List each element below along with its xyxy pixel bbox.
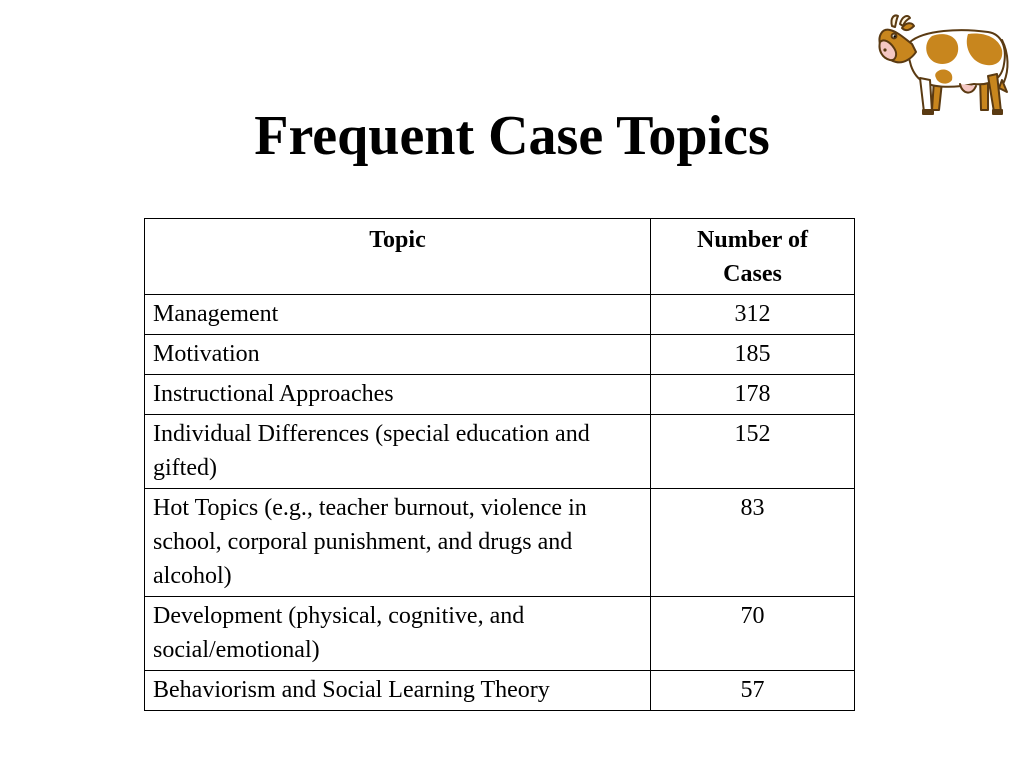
topic-cell: Hot Topics (e.g., teacher burnout, violence in school, corporal punishment, and drugs and alcohol) — [145, 489, 651, 597]
table-header-row — [145, 219, 855, 295]
cow-clipart-icon — [876, 6, 1012, 118]
topic-cell: Development (physical, cognitive, and social/emotional) — [145, 597, 651, 671]
table-row — [145, 415, 855, 489]
table-row — [145, 489, 855, 597]
topic-cell: Management — [145, 295, 651, 335]
topic-cell: Individual Differences (special education and gifted) — [145, 415, 651, 489]
table-row — [145, 597, 855, 671]
count-column-header — [651, 219, 855, 295]
topic-cell: Instructional Approaches — [145, 375, 651, 415]
count-cell: 70 — [651, 597, 855, 671]
table-row — [145, 295, 855, 335]
topic-cell: Motivation — [145, 335, 651, 375]
page-title: Frequent Case Topics — [254, 105, 770, 167]
count-cell: 178 — [651, 375, 855, 415]
count-cell: 57 — [651, 671, 855, 711]
case-topics-table — [144, 218, 855, 711]
count-cell: 152 — [651, 415, 855, 489]
count-cell: 312 — [651, 295, 855, 335]
topic-cell: Behaviorism and Social Learning Theory — [145, 671, 651, 711]
table-row — [145, 335, 855, 375]
count-cell: 185 — [651, 335, 855, 375]
count-cell: 83 — [651, 489, 855, 597]
count-header-line-1: Number of — [697, 227, 808, 253]
count-header-line-2: Cases — [723, 261, 782, 287]
topic-column-header: Topic — [145, 219, 651, 295]
table-row — [145, 671, 855, 711]
table-row — [145, 375, 855, 415]
